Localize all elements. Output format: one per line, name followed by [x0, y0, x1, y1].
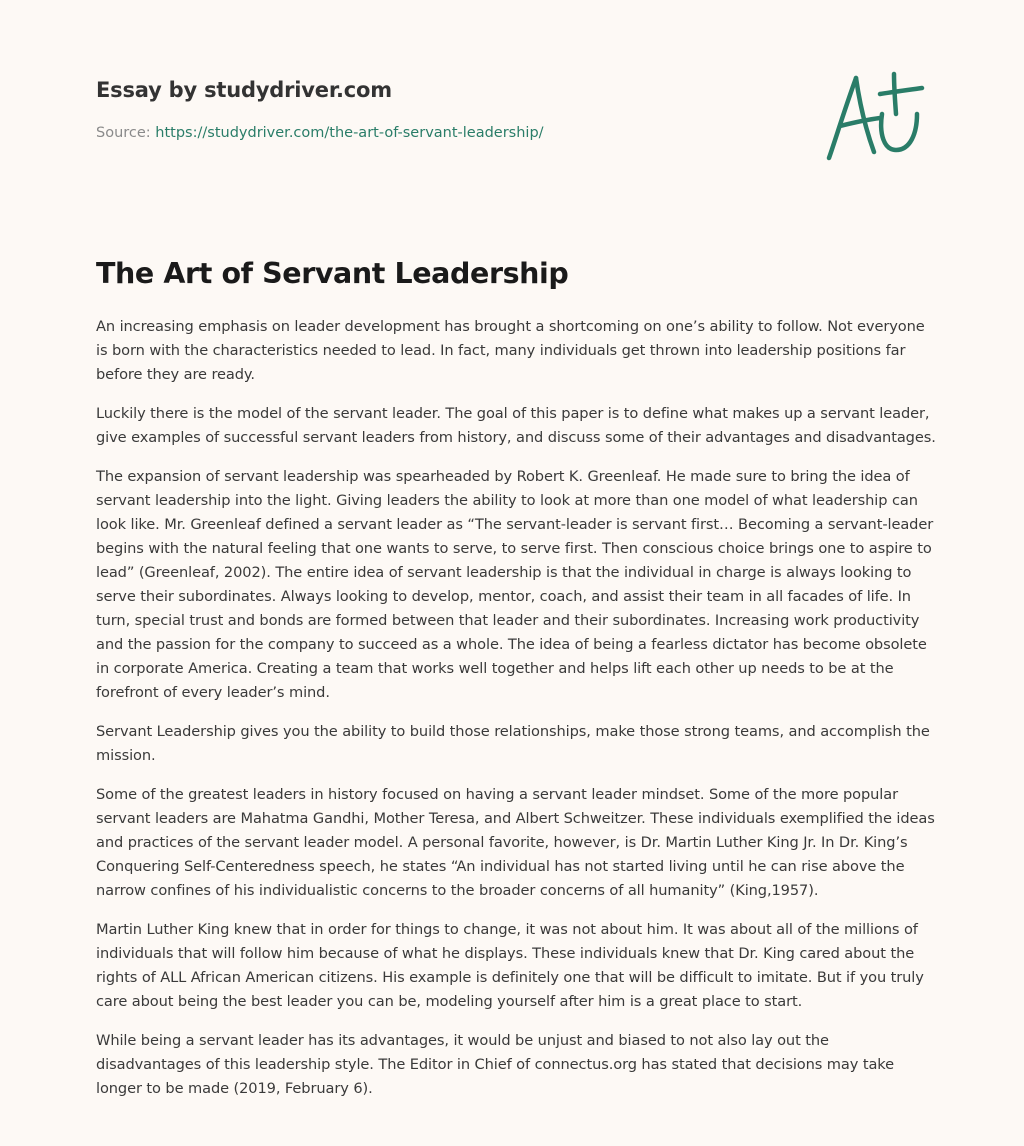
paragraph: Martin Luther King knew that in order for things to change, it was not about him. It was about all of the millions of individuals that will follow him because of what he displays. These individuals knew that Dr. King cared about the rights of ALL African American citizens. His example is definitely one that will be difficult to imitate. But if you truly care about being the best leader you can be, modeling yourself after him is a great place to start. — [96, 921, 924, 1010]
paragraph: Servant Leadership gives you the ability to build those relationships, make those strong teams, and accomplish the mission. — [96, 723, 930, 764]
paragraph: While being a servant leader has its advantages, it would be unjust and biased to not also lay out the disadvantages of this leadership style. The Editor in Chief of connectus.org has stated that decisions may take longer to be made (2019, February 6). — [96, 1032, 895, 1097]
site-title: Essay by studydriver.com — [96, 78, 392, 102]
source-link[interactable]: https://studydriver.com/the-art-of-servant-leadership/ — [155, 125, 544, 141]
source-line — [96, 123, 796, 143]
essay-body — [96, 315, 936, 1116]
paragraph: An increasing emphasis on leader development has brought a shortcoming on one’s ability to follow. Not everyone is born with the characteristics needed to lead. In fact, many individuals get thrown into leadership positions far before they are ready. — [96, 318, 925, 383]
page-header — [96, 76, 796, 143]
paragraph: Some of the greatest leaders in history focused on having a servant leader mindset. Some of the more popular servant leaders are Mahatma Gandhi, Mother Teresa, and Albert Schweitzer. These individuals exemplified the ideas and practices of the servant leader model. A personal favorite, however, is Dr. Martin Luther King Jr. In Dr. King’s Conquering Self-Centeredness speech, he states “An individual has not started living until he can rise above the narrow confines of his individualistic concerns to the broader concerns of all humanity” (King,1957). — [96, 786, 935, 899]
essay-title: The Art of Servant Leadership — [96, 257, 569, 290]
source-label: Source: — [96, 125, 156, 141]
paragraph: The expansion of servant leadership was spearheaded by Robert K. Greenleaf. He made sure to bring the idea of servant leadership into the light. Giving leaders the ability to look at more than one model of what leadership can look like. Mr. Greenleaf defined a servant leader as “The servant-leader is servant first… Becoming a servant-leader begins with the natural feeling that one wants to serve, to serve first. Then conscious choice brings one to aspire to lead” (Greenleaf, 2002). The entire idea of servant leadership is that the individual in charge is always looking to serve their subordinates. Always looking to develop, mentor, coach, and assist their team in all facades of life. In turn, special trust and bonds are formed between that leader and their subordinates. Increasing work productivity and the passion for the company to succeed as a whole. The idea of being a fearless dictator has become obsolete in corporate America. Creating a team that works well together and helps lift each other up needs to be at the forefront of every leader’s mind. — [96, 468, 934, 701]
a-plus-logo-icon — [822, 66, 932, 166]
paragraph: Luckily there is the model of the servant leader. The goal of this paper is to define what makes up a servant leader, give examples of successful servant leaders from history, and discuss some of their advantages and disadvantages. — [96, 405, 936, 446]
